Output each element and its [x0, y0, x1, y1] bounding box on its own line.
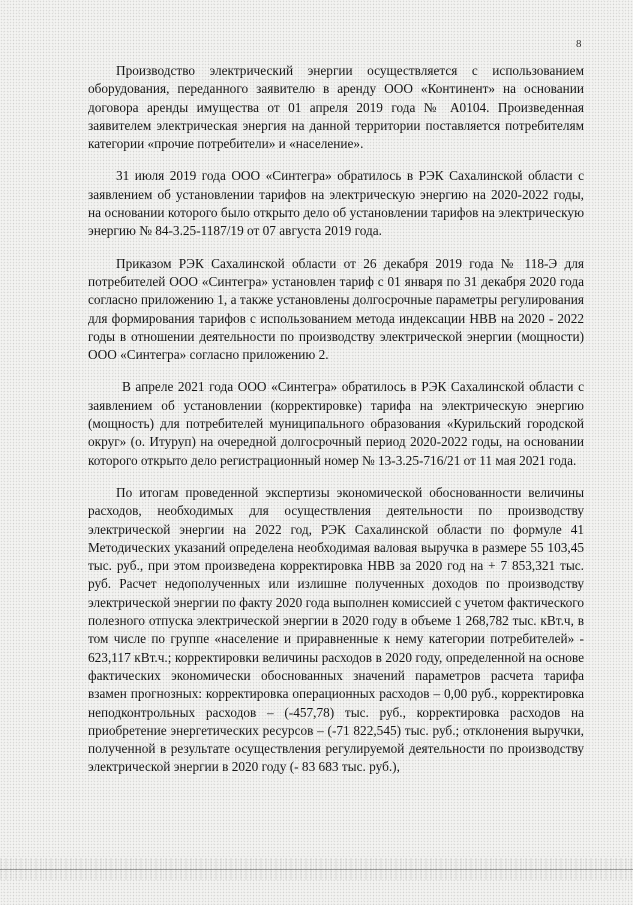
scan-edge-line — [0, 869, 633, 870]
paragraph-equipment-lease: Производство электрический энергии осуществляется с использованием оборудования, переданного заявителю в аренду ООО «Континент» на основании договора аренды имущества от 01 апреля 2019 года № А0104. Произведенная заявителем электрическая энергия на данной территории поставляется потребителям категории «прочие потребители» и «население». — [88, 63, 584, 152]
paragraph-tariff-correction-2021: В апреле 2021 года ООО «Синтегра» обратилось в РЭК Сахалинской области с заявлением об установлении (корректировке) тарифа на электрическую энергию (мощность) для потребителей муниципального образования «Курильский городской округ» (о. Итуруп) на очередной долгосрочный период 2020-2022 годы, на основании которого открыто дело регистрационный номер № 13-3.25-716/21 от 11 мая 2021 года. — [88, 379, 584, 468]
paragraph-expertise-results: По итогам проведенной экспертизы экономической обоснованности величины расходов, необходимых для осуществления деятельности по производству электрической энергии на 2022 год, РЭК Сахалинской области по формуле 41 Методических указаний определена необходимая валовая выручка в размере 55 103,45 тыс. руб., при этом произведена корректировка НВВ за 2020 год на + 7 853,321 тыс. руб. Расчет недополученных или излишне полученных доходов по производству электрической энергии по факту 2020 года выполнен комиссией с учетом фактического полезного отпуска электрической энергии в 2020 году в объеме 1 268,782 тыс. кВт.ч, в том числе по группе «население и приравненные к нему категории потребителей» - 623,117 кВт.ч.; корректировки величины расходов в 2020 году, определенной на основе фактических экономически обоснованных значений параметров расчета тарифа взамен прогнозных: корректировка операционных расходов – 0,00 руб., корректировка неподконтрольных расходов – (-457,78) тыс. руб., корректировка расходов на приобретение энергетических ресурсов – (-71 822,545) тыс. руб.; отклонения выручки, полученной в результате осуществления регулируемой деятельности по производству электрической энергии в 2020 году (- 83 683 тыс. руб.), — [88, 484, 584, 775]
paragraph-tariff-application-2019: 31 июля 2019 года ООО «Синтегра» обратилось в РЭК Сахалинской области с заявлением об установлении тарифов на электрическую энергию на 2020-2022 годы, на основании которого было открыто дело об установлении тарифов на электрическую энергию № 84-3.25-1187/19 от 07 августа 2019 года. — [88, 168, 584, 239]
paragraph-rek-order-118: Приказом РЭК Сахалинской области от 26 декабря 2019 года № 118-Э для потребителей ООО «Синтегра» установлен тариф с 01 января по 31 декабря 2020 года согласно приложению 1, а также установлены долгосрочные параметры регулирования для формирования тарифов с использованием метода индексации НВВ на 2020 - 2022 годы в отношении деятельности по производству электрической энергии (мощности) ООО «Синтегра» согласно приложению 2. — [88, 255, 584, 363]
document-body — [88, 62, 584, 777]
page-number: 8 — [576, 38, 582, 50]
